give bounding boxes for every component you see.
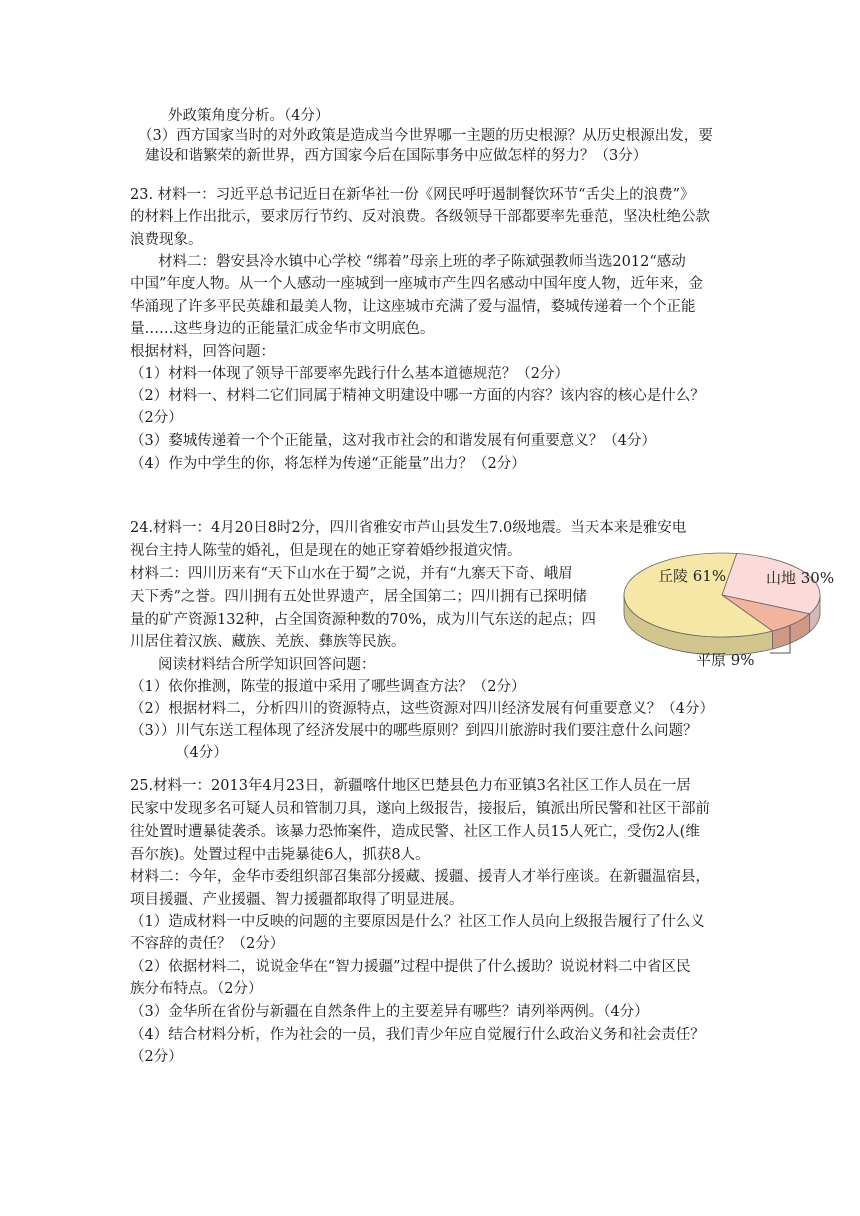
text-line: 吾尔族)。处置过程中击毙暴徒6人，抓获8人。 [130,847,430,863]
q25-material-1: 25.材料一：2013年4月23日，新疆喀什地区巴楚县色力布亚镇3名社区工作人员在一居 [130,778,691,794]
text-line: 项目援疆、产业援疆、智力援疆都取得了明显进展。 [130,892,464,908]
text-line: （2分） [130,1049,183,1065]
question-item: （3）婺城传递着一个个正能量，这对我市社会的和谐发展有何重要意义？（4分） [130,433,656,449]
question-item: （1）依你推测，陈莹的报道中采用了哪些调查方法？（2分） [130,679,526,695]
question-item: （2）材料一、材料二它们同属于精神文明建设中哪一方面的内容？该内容的核心是什么？ [130,388,705,404]
q24-material-2: 材料二：四川历来有“天下山水在于蜀”之说，并有“九寨天下奇、峨眉 [130,566,573,582]
text-line: 视台主持人陈莹的婚礼，但是现在的她正穿着婚纱报道灾情。 [130,543,522,559]
text-line: 外政策角度分析。（4分） [168,108,330,124]
text-line: 浪费现象。 [130,232,203,248]
text-line: 族分布特点。（2分） [130,981,263,997]
question-item: （2）根据材料二，分析四川的资源特点，这些资源对四川经济发展有何重要意义？（4分） [130,701,714,717]
text-line: （3）西方国家当时的对外政策是造成当今世界哪一主题的历史根源？从历史根源出发，要 [138,128,713,144]
q24-material-1: 24.材料一：4月20日8时2分，四川省雅安市芦山县发生7.0级地震。当天本来是雅安电 [130,520,687,536]
q23-material-2: 材料二：磐安县冷水镇中心学校 “绑着”母亲上班的孝子陈斌强教师当选2012“感动 [158,254,686,270]
text-line: 量……这些身边的正能量汇成金华市文明底色。 [130,321,435,337]
land-type-pie-chart [618,545,850,673]
text-line: 阅读材料结合所学知识回答问题： [158,657,376,673]
question-item: （3）金华所在省份与新疆在自然条件上的主要差异有哪些？请列举两例。（4分） [130,1004,649,1020]
question-item: （4）作为中学生的你，将怎样为传递“正能量”出力？（2分） [130,456,526,472]
text-line: 川居住着汉族、藏族、羌族、彝族等民族。 [130,634,406,650]
question-item: （1）材料一体现了领导干部要率先践行什么基本道德规范？（2分） [130,366,569,382]
text-line: 中国”年度人物。从一个人感动一座城到一座城市产生四名感动中国年度人物，近年来，金 [130,276,703,292]
pie-label-shandi: 山地 30% [766,569,835,587]
question-item: （2）依据材料二，说说金华在“智力援疆”过程中提供了什么援助？说说材料二中省区民 [130,959,691,975]
text-line: （4分） [175,745,228,761]
text-line: （2分） [130,410,183,426]
text-line: 根据材料，回答问题： [130,344,275,360]
pie-label-pingyuan: 平原 9% [696,651,755,669]
pie-label-qiuling: 丘陵 61% [658,567,727,585]
question-item: （4）结合材料分析，作为社会的一员，我们青少年应自觉履行什么政治义务和社会责任？ [130,1027,705,1043]
text-line: 量的矿产资源132种，占全国资源种数的70%，成为川气东送的起点；四 [130,612,596,628]
question-item: （3））川气东送工程体现了经济发展中的哪些原则？到四川旅游时我们要注意什么问题？ [130,723,698,739]
question-item: （1）造成材料一中反映的问题的主要原因是什么？社区工作人员向上级报告履行了什么义 [130,914,705,930]
text-line: 往处置时遭暴徒袭杀。该暴力恐怖案件，造成民警、社区工作人员15人死亡，受伤2人(维 [130,824,700,840]
text-line: 天下秀”之誉。四川拥有五处世界遗产，居全国第二；四川拥有已探明储 [130,589,587,605]
q25-material-2: 材料二：今年，金华市委组织部召集部分援藏、援疆、援青人才举行座谈。在新疆温宿县， [130,869,710,885]
text-line: 的材料上作出批示，要求厉行节约、反对浪费。各级领导干部都要率先垂范，坚决杜绝公款 [130,209,710,225]
q23-material-1: 23. 材料一：习近平总书记近日在新华社一份《网民呼吁遏制餐饮环节“舌尖上的浪费”》 [130,187,695,203]
text-line: 建设和谐繁荣的新世界，西方国家今后在国际事务中应做怎样的努力？（3分） [145,148,648,164]
text-line: 华涌现了许多平民英雄和最美人物，让这座城市充满了爱与温情，婺城传递着一个个正能 [130,299,696,315]
text-line: 民家中发现多名可疑人员和管制刀具，遂向上级报告，接报后，镇派出所民警和社区干部前 [130,801,710,817]
text-line: 不容辞的责任？（2分） [130,936,285,952]
